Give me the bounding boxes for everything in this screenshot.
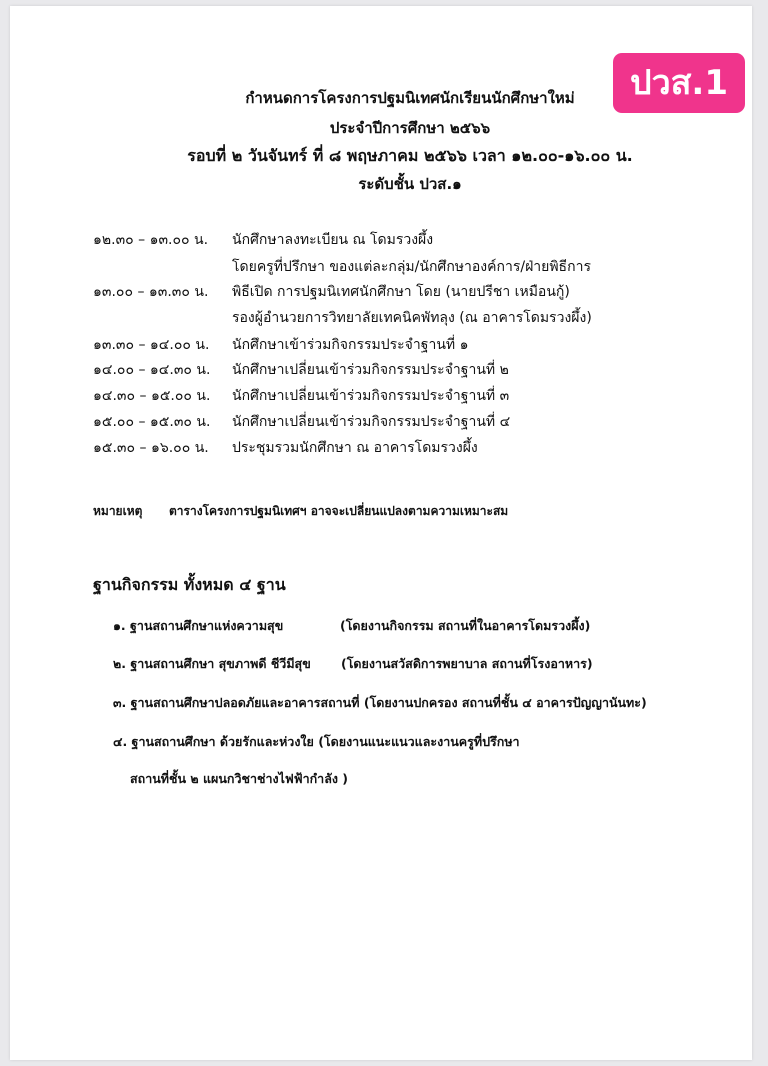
schedule-activity-detail: รองผู้อำนวยการวิทยาลัยเทคนิคพัทลุง (ณ อาคารโดมรวงผึ้ง) <box>232 310 592 326</box>
level-badge: ปวส.1 <box>613 53 745 113</box>
station-name: ๔. ฐานสถานศึกษา ด้วยรักและห่วงใย (โดยงานแนะแนวและงานครูที่ปรึกษา <box>113 734 520 749</box>
schedule-activity: นักศึกษาเปลี่ยนเข้าร่วมกิจกรรมประจำฐานที่ ๔ <box>232 414 511 430</box>
station-name: ๑. ฐานสถานศึกษาแห่งความสุข <box>113 618 284 633</box>
remark <box>93 503 508 519</box>
schedule-time: ๑๕.๓๐ – ๑๖.๐๐ น. <box>93 440 209 456</box>
remark-text: ตารางโครงการปฐมนิเทศฯ อาจจะเปลี่ยนแปลงตามความเหมาะสม <box>169 504 509 518</box>
schedule-activity: นักศึกษาลงทะเบียน ณ โดมรวงผึ้ง <box>232 232 434 248</box>
schedule-activity: นักศึกษาเข้าร่วมกิจกรรมประจำฐานที่ ๑ <box>232 337 469 353</box>
schedule-time: ๑๔.๐๐ – ๑๔.๓๐ น. <box>93 362 211 378</box>
schedule-activity: นักศึกษาเปลี่ยนเข้าร่วมกิจกรรมประจำฐานที่ ๓ <box>232 388 510 404</box>
station-detail: (โดยงานสวัสดิการพยาบาล สถานที่โรงอาหาร) <box>341 656 593 671</box>
schedule-time: ๑๔.๓๐ – ๑๕.๐๐ น. <box>93 388 211 404</box>
schedule-time: ๑๕.๐๐ – ๑๕.๓๐ น. <box>93 414 211 430</box>
academic-year: ประจำปีการศึกษา ๒๕๖๖ <box>329 119 491 137</box>
station-detail: สถานที่ชั้น ๒ แผนกวิชาช่างไฟฟ้ากำลัง ) <box>130 771 349 786</box>
schedule-activity: นักศึกษาเปลี่ยนเข้าร่วมกิจกรรมประจำฐานที่ ๒ <box>232 362 509 378</box>
station-name: ๓. ฐานสถานศึกษาปลอดภัยและอาคารสถานที่ (โดยงานปกครอง สถานที่ชั้น ๔ อาคารปัญญานันทะ) <box>113 695 647 710</box>
class-level: ระดับชั้น ปวส.๑ <box>358 175 462 193</box>
stations-heading: ฐานกิจกรรม ทั้งหมด ๔ ฐาน <box>93 575 286 594</box>
station-name: ๒. ฐานสถานศึกษา สุขภาพดี ชีวีมีสุข <box>113 656 311 671</box>
schedule-activity: พิธีเปิด การปฐมนิเทศนักศึกษา โดย (นายปรีชา เหมือนกู้) <box>232 284 570 300</box>
remark-label: หมายเหตุ <box>93 504 143 518</box>
schedule-activity-detail: โดยครูที่ปรึกษา ของแต่ละกลุ่ม/นักศึกษาองค์การ/ฝ่ายพิธีการ <box>232 259 591 275</box>
schedule-time: ๑๒.๓๐ – ๑๓.๐๐ น. <box>93 232 209 248</box>
schedule-time: ๑๓.๓๐ – ๑๔.๐๐ น. <box>93 337 210 353</box>
station-detail: (โดยงานกิจกรรม สถานที่ในอาคารโดมรวงผึ้ง) <box>340 618 591 633</box>
schedule-time: ๑๓.๐๐ – ๑๓.๓๐ น. <box>93 284 209 300</box>
document-title: กำหนดการโครงการปฐมนิเทศนักเรียนนักศึกษาใหม่ <box>245 89 575 107</box>
session-datetime: รอบที่ ๒ วันจันทร์ ที่ ๘ พฤษภาคม ๒๕๖๖ เวลา ๑๒.๐๐-๑๖.๐๐ น. <box>187 146 633 165</box>
schedule-activity: ประชุมรวมนักศึกษา ณ อาคารโดมรวงผึ้ง <box>232 440 478 456</box>
